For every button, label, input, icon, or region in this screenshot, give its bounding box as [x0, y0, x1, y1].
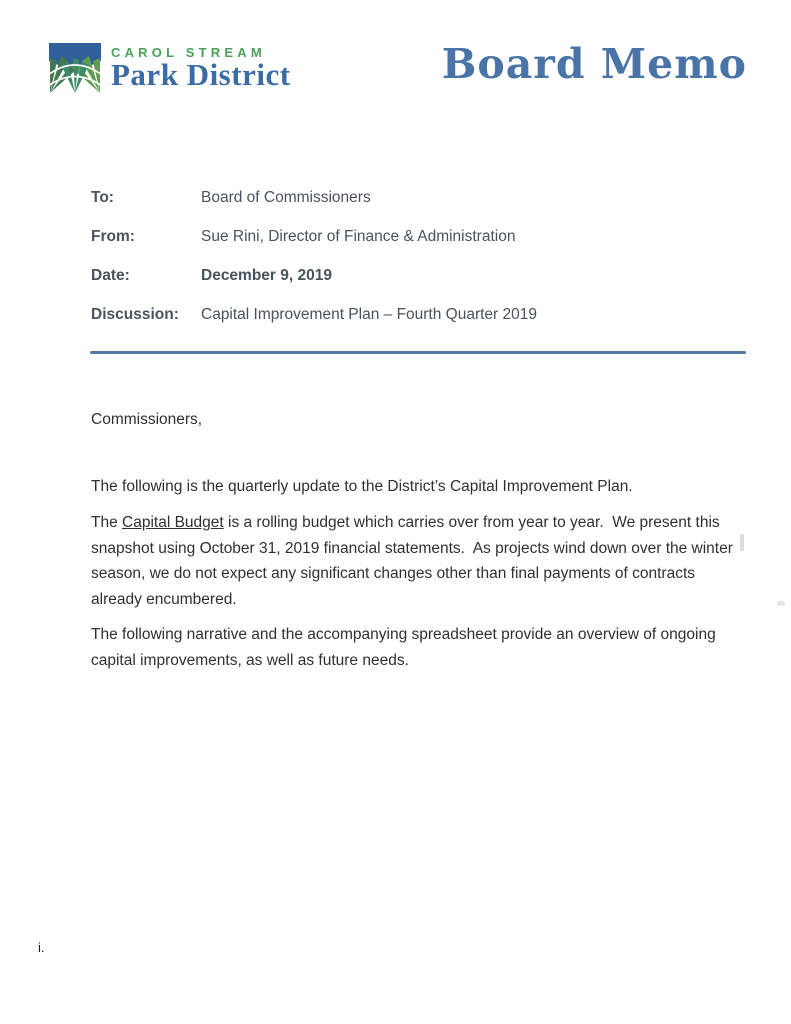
body-paragraph-1: The following is the quarterly update to the District’s Capital Improvement Plan.	[91, 477, 633, 495]
body-paragraph-2	[91, 510, 743, 612]
capital-budget-underlined-text: Capital Budget	[122, 514, 224, 531]
logo-wordmark	[111, 42, 291, 90]
park-district-logo	[48, 42, 291, 94]
memo-row-to	[91, 189, 537, 207]
park-district-logo-icon	[48, 42, 102, 94]
paragraph-2-rest: is a rolling budget which carries over from year to year. We present this snapshot using October 31, 2019 financial statements. As projects wind down over the winter season, we do not expect any significant changes other than final payments of contracts already encumbered.	[91, 514, 738, 608]
memo-label-to: To:	[91, 189, 114, 206]
salutation: Commissioners,	[91, 411, 203, 428]
memo-value-date: December 9, 2019	[201, 267, 332, 284]
memo-row-discussion	[91, 306, 537, 324]
scan-artifact	[740, 534, 744, 551]
memo-value-to: Board of Commissioners	[201, 189, 371, 206]
logo-wordmark-top: CAROL STREAM	[111, 45, 266, 60]
paragraph-2-prefix: The	[91, 514, 123, 531]
page-number-marker: i.	[38, 940, 45, 955]
memo-body	[91, 407, 743, 673]
header-divider-rule	[90, 351, 746, 354]
memo-row-from	[91, 228, 537, 246]
logo-wordmark-bottom: Park District	[111, 57, 291, 92]
memo-value-from: Sue Rini, Director of Finance & Administration	[201, 228, 516, 245]
memo-label-discussion: Discussion:	[91, 306, 179, 323]
body-paragraph-3: The following narrative and the accompanying spreadsheet provide an overview of ongoing capital improvements, as well as future needs.	[91, 626, 721, 669]
memo-header-fields	[91, 189, 537, 345]
memo-label-from: From:	[91, 228, 135, 245]
scan-artifact	[777, 601, 785, 606]
memo-value-discussion: Capital Improvement Plan – Fourth Quarter 2019	[201, 306, 538, 323]
memo-label-date: Date:	[91, 267, 130, 284]
page-header	[48, 42, 747, 94]
document-title: Board Memo	[441, 40, 747, 88]
memo-row-date	[91, 267, 537, 285]
